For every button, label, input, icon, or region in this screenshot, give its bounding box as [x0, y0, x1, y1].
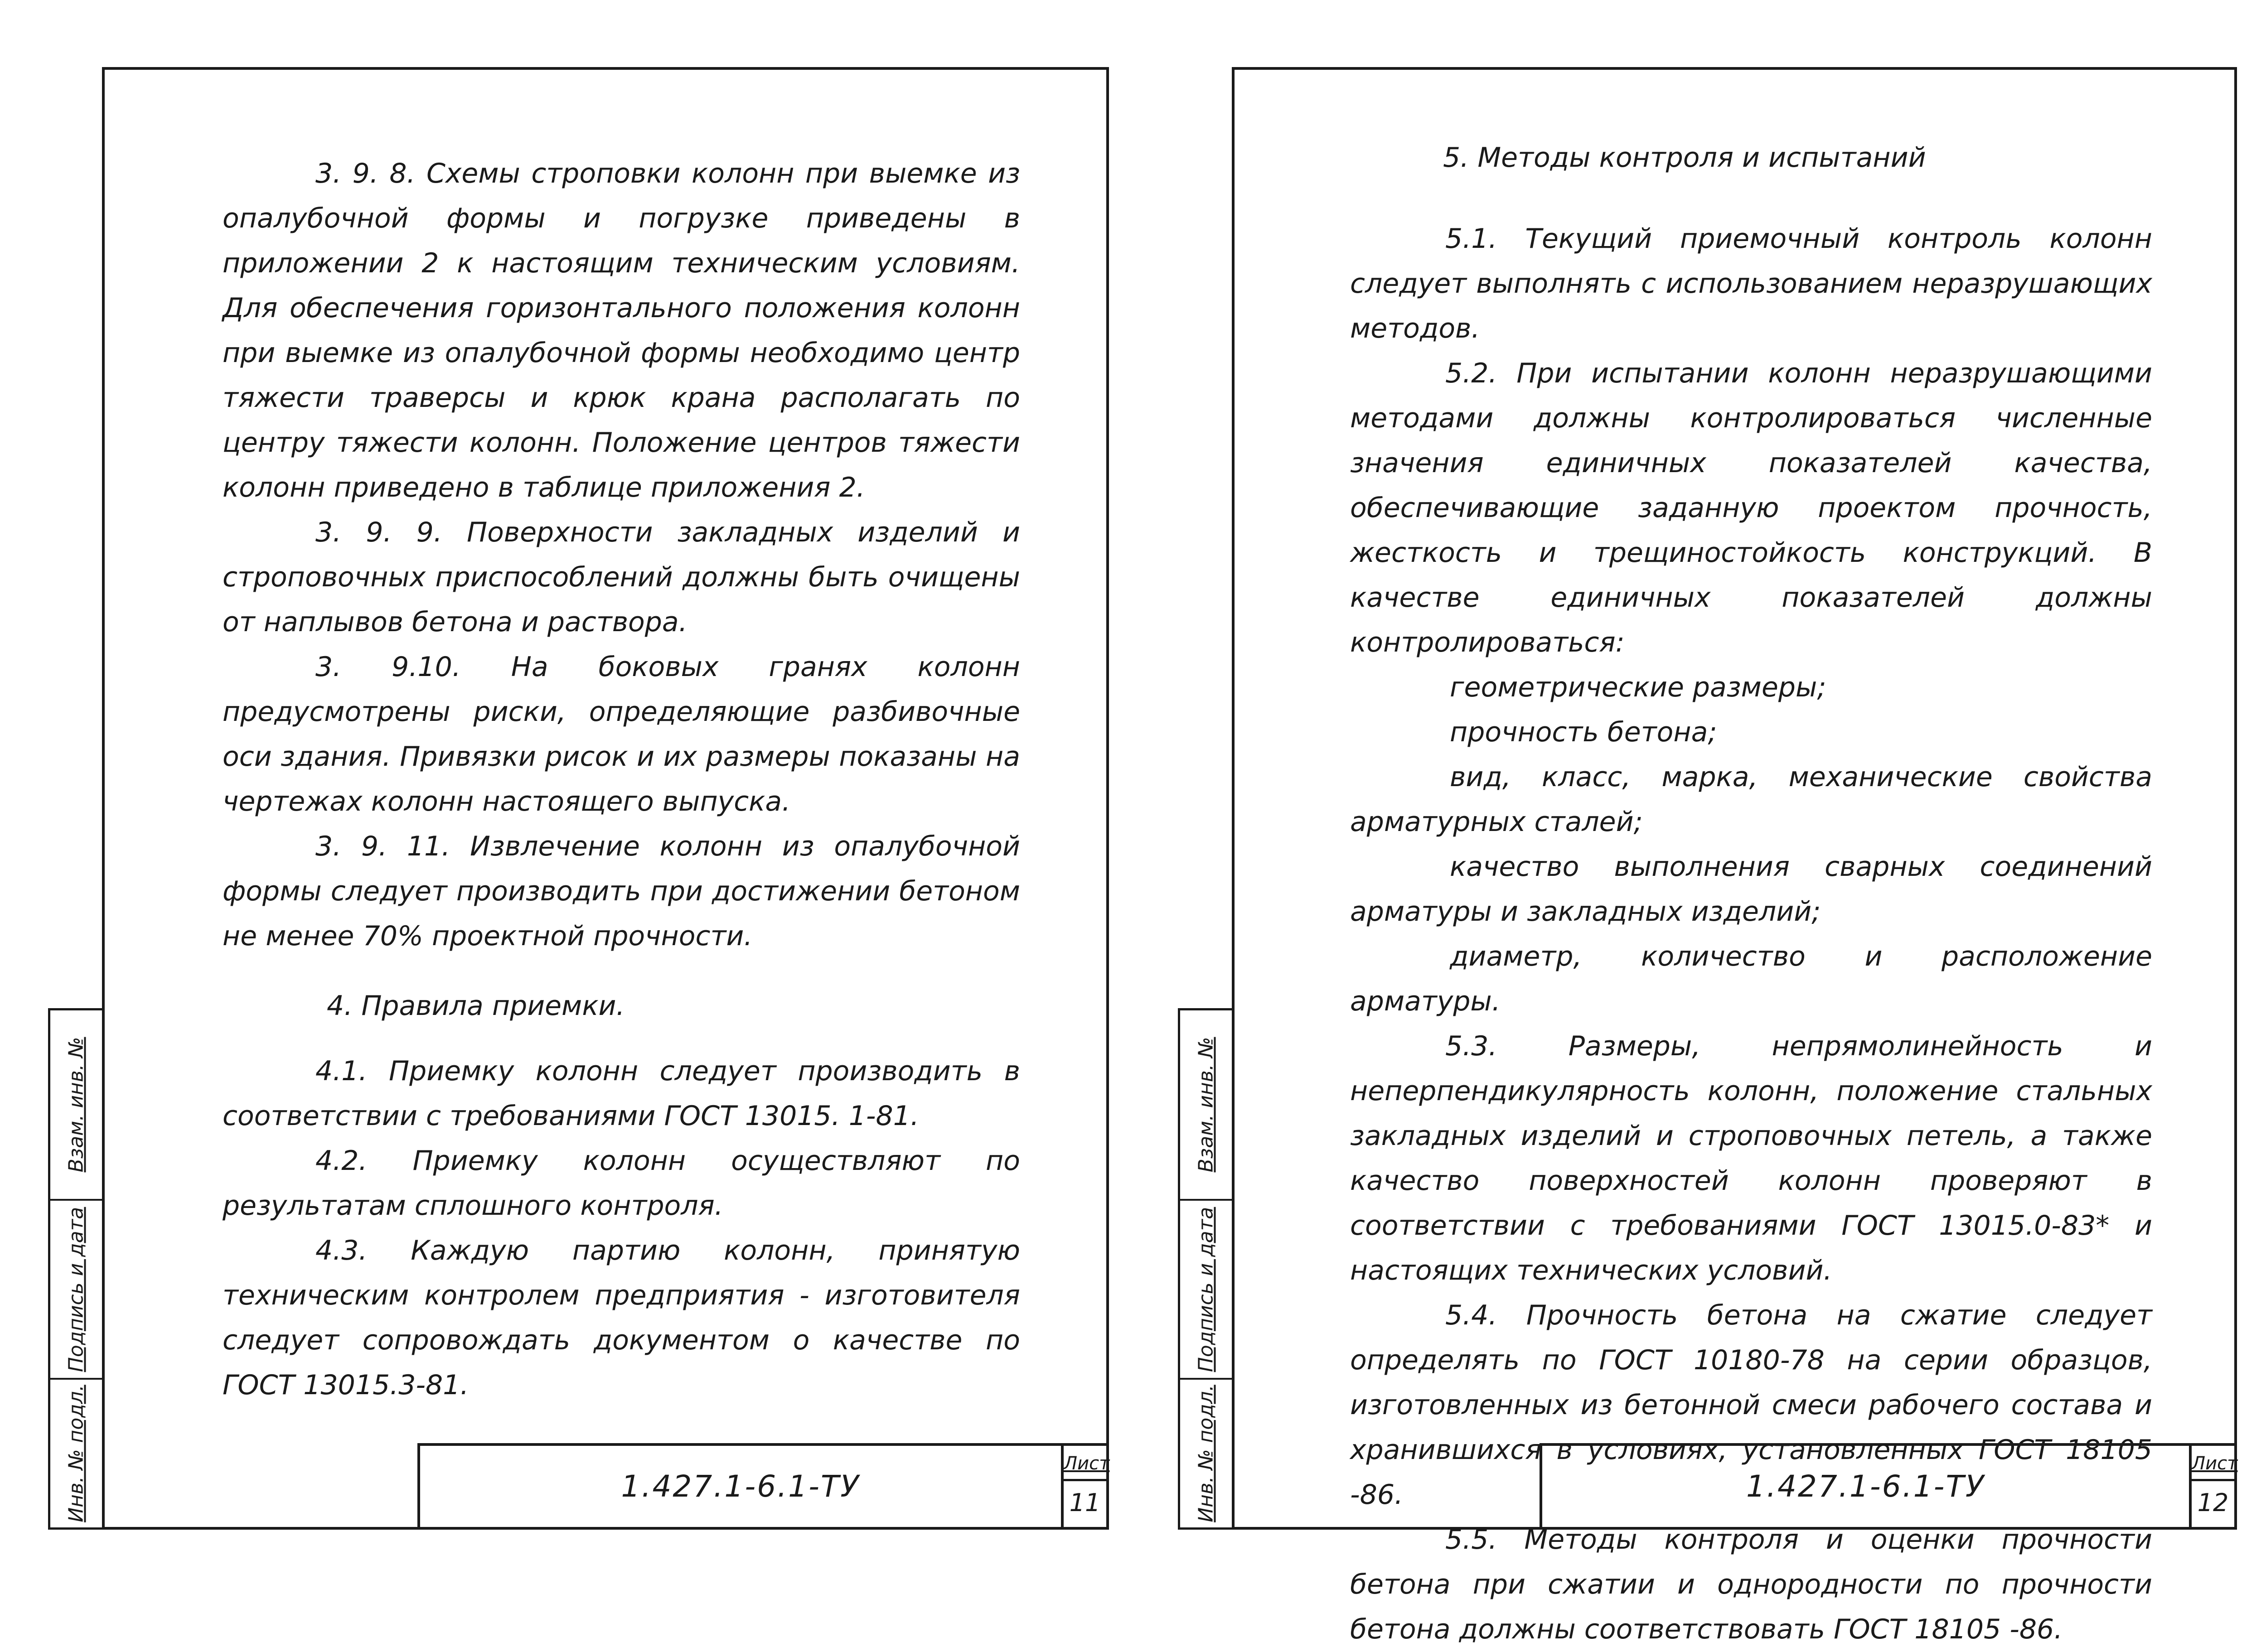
list-item: вид, класс, марка, механические свойства арматурных сталей;: [1350, 761, 2152, 838]
document-code: 1.427.1-6.1-ТУ: [621, 1469, 860, 1504]
side-stamp-strip: [1178, 1008, 1232, 1530]
stamp-label: Инв. № подл.: [64, 1385, 88, 1522]
stamp-label: Взам. инв. №: [64, 1037, 88, 1173]
document-sheet: [1232, 67, 2238, 1645]
paragraph: 5.4. Прочность бетона на сжатие следует определять по ГОСТ 10180-78 на серии образцов, изготовленных из бетонной смеси рабочего состава и хранившихся в условиях, установленных ГОСТ 18105 -86.: [1350, 1299, 2152, 1511]
sheet-label: Лист: [2192, 1446, 2234, 1481]
paragraph: 5.5. Методы контроля и оценки прочности бетона при сжатии и однородности по прочности бетона должны соответствовать ГОСТ 18105 -86.: [1350, 1524, 2152, 1645]
stamp-label: Подпись и дата: [64, 1207, 88, 1372]
stamp-cell-signature: [50, 1201, 102, 1380]
document-sheet: [102, 67, 1109, 1530]
sheet-text: [223, 151, 1020, 1408]
stamp-cell-inventory: [1180, 1380, 1232, 1527]
list-item: диаметр, количество и расположение арматуры.: [1350, 941, 2152, 1017]
document-code: 1.427.1-6.1-ТУ: [1746, 1469, 1985, 1504]
list-item: прочность бетона;: [1450, 716, 1717, 748]
stamp-cell-replacement: [50, 1010, 102, 1201]
section-heading: 5. Методы контроля и испытаний: [1443, 142, 1926, 174]
side-stamp-strip: [48, 1008, 102, 1530]
paragraph: 4.2. Приемку колонн осуществляют по результатам сплошного контроля.: [223, 1145, 1020, 1222]
sheet-number: 12: [2197, 1488, 2229, 1517]
list-item: качество выполнения сварных соединений арматуры и закладных изделий;: [1350, 851, 2152, 927]
paragraph: 4.3. Каждую партию колонн, принятую техническим контролем предприятия - изготовителя следует сопровождать документом о качестве по ГОСТ 13015.3-81.: [223, 1235, 1020, 1401]
paragraph: 4.1. Приемку колонн следует производить в соответствии с требованиями ГОСТ 13015. 1-81.: [223, 1055, 1020, 1132]
sheet-text: [1350, 135, 2152, 1652]
sheet-number-box: [2189, 1446, 2238, 1527]
paragraph: 5.2. При испытании колонн неразрушающими методами должны контролироваться численные значения единичных показателей качества, обеспечивающие заданную проектом прочность, жесткость и трещиностойкость конструкций. В качестве единичных показателей должны контролироваться:: [1350, 357, 2152, 658]
stamp-cell-replacement: [1180, 1010, 1232, 1201]
title-block: [1540, 1443, 2238, 1527]
paragraph: 3. 9. 8. Схемы строповки колонн при выемке из опалубочной формы и погрузке приведены в приложении 2 к настоящим техническим условиям. Для обеспечения горизонтального положения колонн при выемке из опалубочной формы необходимо центр тяжести траверсы и крюк крана располагать по центру тяжести колонн. Положение центров тяжести колонн приведено в таблице приложения 2.: [223, 158, 1020, 503]
paragraph: 5.3. Размеры, непрямолинейность и неперпендикулярность колонн, положение стальных закладных изделий и строповочных петель, а также качество поверхностей колонн проверяют в соответствии с требованиями ГОСТ 13015.0-83* и настоящих технических условий.: [1350, 1030, 2152, 1286]
paragraph: 3. 9. 9. Поверхности закладных изделий и строповочных приспособлений должны быть очищены от наплывов бетона и раствора.: [223, 517, 1020, 638]
stamp-label: Подпись и дата: [1194, 1207, 1218, 1372]
list-item: геометрические размеры;: [1450, 671, 1826, 703]
stamp-label: Инв. № подл.: [1194, 1385, 1218, 1522]
stamp-cell-signature: [1180, 1201, 1232, 1380]
stamp-label: Взам. инв. №: [1194, 1037, 1218, 1173]
sheet-number: 11: [1069, 1488, 1101, 1517]
title-block: [417, 1443, 1110, 1527]
paragraph: 3. 9. 11. Извлечение колонн из опалубочной формы следует производить при достижении бетоном не менее 70% проектной прочности.: [223, 831, 1020, 952]
sheet-number-box: [1061, 1446, 1110, 1527]
stamp-cell-inventory: [50, 1380, 102, 1527]
section-heading: 4. Правила приемки.: [327, 990, 625, 1022]
paragraph: 3. 9.10. На боковых гранях колонн предусмотрены риски, определяющие разбивочные оси здания. Привязки рисок и их размеры показаны на чертежах колонн настоящего выпуска.: [223, 651, 1020, 817]
sheet-label: Лист: [1064, 1446, 1106, 1481]
paragraph: 5.1. Текущий приемочный контроль колонн следует выполнять с использованием неразрушающих методов.: [1350, 223, 2152, 344]
